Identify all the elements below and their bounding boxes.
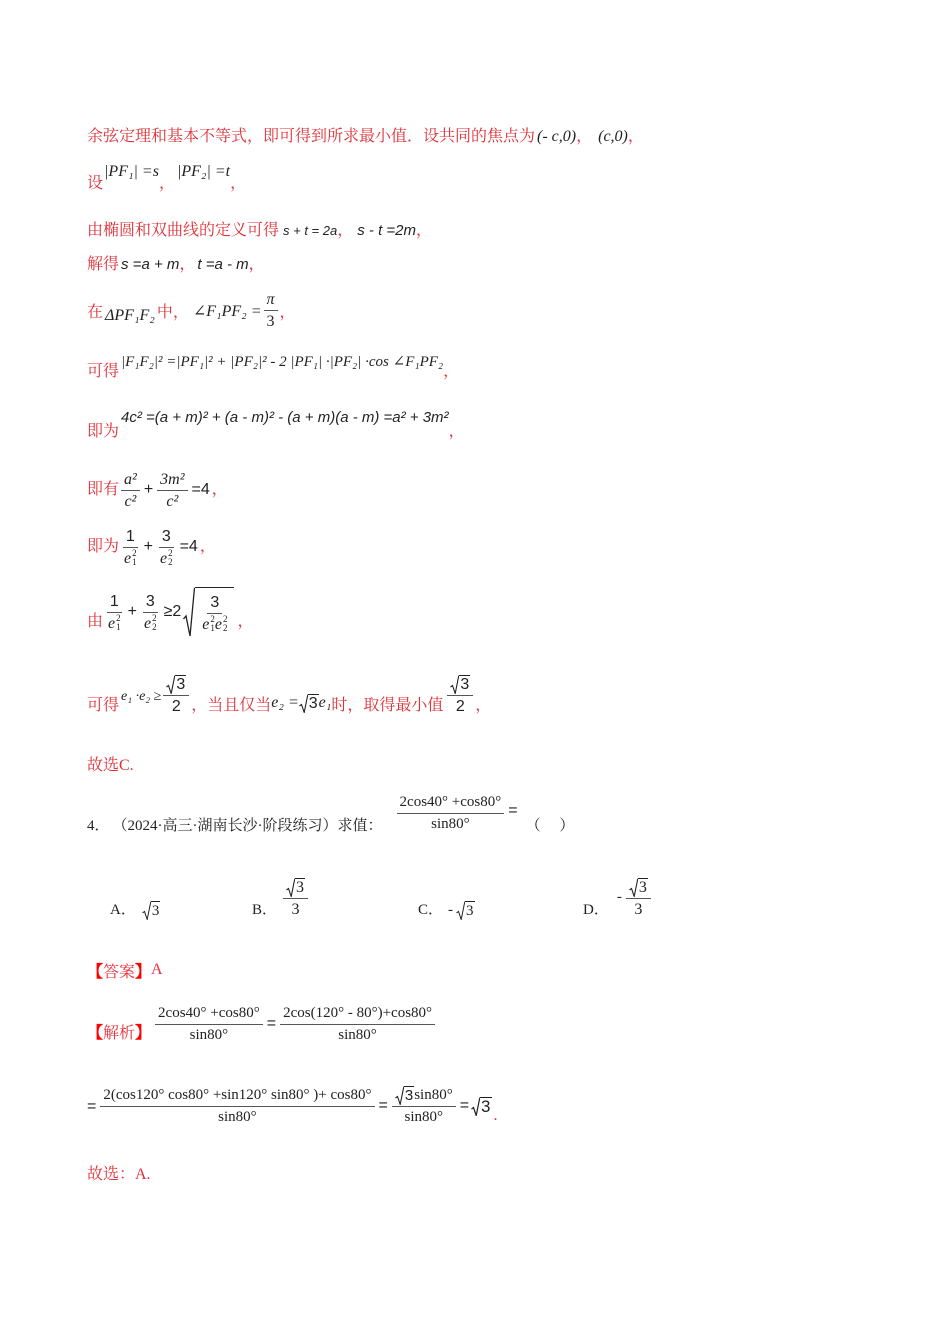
option-label: D． (583, 902, 609, 918)
fraction-denominator: c² (124, 492, 137, 510)
negative-sign: - (448, 902, 454, 918)
analysis-bracket-close: 】 (135, 1024, 152, 1042)
eccentricity-term (202, 615, 215, 634)
fraction-numerator: 2cos(120° - 80°)+cos80° (280, 1004, 435, 1025)
term-subscript: 2 (152, 622, 157, 632)
answer-value: A (151, 961, 163, 978)
fraction (121, 470, 140, 511)
solution-line-7 (87, 406, 465, 440)
punctuation: ， (279, 304, 296, 321)
fraction-sqrt3-over-2 (447, 675, 473, 716)
math-expression: |PF₁| =s (104, 163, 159, 180)
fraction-numerator: 1 (123, 527, 138, 548)
option-a (110, 877, 160, 919)
term-base: e (143, 614, 152, 632)
fraction-numerator: 3 (143, 592, 158, 613)
solution-text: 可得 (87, 363, 120, 380)
fraction-denominator: sin80° (431, 815, 470, 832)
solution-line-9 (87, 526, 216, 568)
fraction (283, 878, 308, 919)
solution-text: 设 (87, 175, 104, 192)
plus-operator: + (127, 603, 137, 620)
answer-line (87, 958, 163, 982)
solution-line-11 (87, 675, 491, 715)
answer-bracket-close: 】 (135, 963, 152, 981)
angle-expression: ∠F₁PF₂ = (192, 303, 262, 320)
punctuation: ， (211, 481, 228, 498)
solution-text: 解得 (87, 256, 120, 273)
solution-line-4 (87, 253, 265, 277)
equation-rhs: =4 (179, 538, 198, 555)
radicand: 3 (481, 1096, 491, 1116)
fraction (121, 527, 140, 568)
triangle-expression: ΔPF₁F₂ (105, 307, 155, 324)
term-scripts (223, 615, 228, 633)
solution-line-10 (87, 587, 254, 637)
equality-condition (271, 693, 331, 713)
radicand: 3 (176, 675, 186, 693)
punctuation: ， (475, 697, 492, 714)
radicand (195, 587, 234, 637)
math-expression: s + t = 2a (283, 223, 338, 238)
square-root (142, 901, 161, 920)
condition-rhs-term: e₁ (318, 694, 332, 711)
fraction (626, 878, 651, 919)
fraction-denominator (105, 613, 124, 633)
numerator-trig: sin80° (414, 1086, 453, 1103)
math-focus-left: (- c,0) (537, 128, 577, 145)
term-superscript: 2 (116, 613, 121, 623)
punctuation: ， (199, 538, 216, 555)
term-base: e (214, 615, 222, 633)
punctuation: ， (576, 128, 593, 145)
equals-sign: = (378, 1097, 388, 1114)
radical-sign-icon (286, 878, 295, 897)
solution-text: 即为 (87, 538, 120, 555)
fraction-denominator: 3 (634, 900, 643, 918)
simplified-expression (392, 1086, 456, 1127)
radical-sign-icon (166, 675, 175, 694)
eccentricity-term (215, 615, 228, 634)
square-root (629, 878, 648, 897)
radical-sign-icon (299, 694, 308, 713)
fraction-pi-over-3 (264, 290, 278, 331)
punctuation: ， (416, 222, 433, 239)
fraction-numerator: 2cos40° +cos80° (155, 1004, 263, 1025)
solution-line-12 (87, 754, 134, 778)
expression-rhs (280, 1004, 435, 1045)
equation-rhs: =4 (191, 481, 210, 498)
term-subscript: 2 (222, 623, 228, 633)
fraction-numerator: 1 (107, 592, 122, 613)
square-root (450, 675, 470, 694)
analysis-conclusion (87, 1163, 151, 1187)
analysis-line-2 (87, 1084, 498, 1128)
term-superscript: 2 (222, 614, 228, 624)
math-expression: 4c² =(a + m)² + (a - m)² - (a + m)(a - m) =a² + 3m² (121, 409, 449, 426)
solution-text: 中， (156, 304, 189, 321)
solution-text: ，当且仅当 (191, 697, 272, 714)
plus-operator: + (143, 481, 154, 498)
option-d (583, 877, 653, 919)
fraction (157, 527, 176, 568)
solution-text: 即为 (87, 423, 120, 440)
eccentricity-term (160, 549, 173, 568)
solution-text: 可得 (87, 697, 120, 714)
equals-sign: = (508, 802, 518, 819)
expanded-expression (100, 1086, 374, 1127)
math-expression: s - t =2m (357, 222, 416, 239)
fraction-numerator: 3 (159, 527, 174, 548)
expression-lhs (155, 1004, 263, 1045)
radical-sign-icon (183, 587, 195, 637)
fraction-denominator: sin80° (189, 1026, 229, 1043)
square-root (286, 878, 305, 897)
radicand: 3 (638, 878, 647, 896)
term-superscript: 2 (168, 548, 173, 558)
radical-sign-icon (456, 901, 465, 920)
equals-sign: = (266, 1015, 277, 1032)
analysis-tag: 解析 (103, 1024, 136, 1042)
fraction (157, 470, 187, 511)
radical-sign-icon (142, 901, 151, 920)
math-expression: |PF₂| =t (176, 163, 231, 180)
inequality-relation: ≥2 (163, 603, 182, 620)
solution-text: 余弦定理和基本不等式，即可得到所求最小值．设共同的焦点为 (87, 128, 536, 145)
math-focus-right: (c,0) (598, 128, 628, 145)
equals-sign: = (459, 1097, 470, 1114)
fraction (199, 593, 230, 634)
solution-text: 由椭圆和双曲线的定义可得 (87, 222, 280, 239)
fraction-denominator (157, 548, 176, 568)
term-subscript: 1 (210, 623, 215, 633)
conclusion-text: 故选：A. (87, 1166, 151, 1183)
fraction-denominator (141, 613, 160, 633)
fraction-denominator: sin80° (338, 1026, 377, 1043)
question-number: 4． (87, 818, 110, 834)
term-scripts (168, 549, 173, 567)
option-label: C． (418, 902, 444, 918)
math-expression: t =a - m (197, 256, 249, 273)
fraction-numerator: a² (121, 470, 140, 491)
solution-line-8 (87, 469, 228, 511)
radicand: 3 (460, 675, 470, 693)
analysis-bracket-open: 【 (87, 1024, 104, 1042)
fraction-denominator: 2 (455, 697, 465, 715)
term-subscript: 1 (116, 622, 121, 632)
fraction-numerator (163, 675, 189, 696)
eccentricity-term (124, 549, 137, 568)
answer-bracket-open: 【 (87, 963, 104, 981)
fraction-denominator: 3 (266, 312, 275, 330)
punctuation: ， (627, 128, 644, 145)
term-subscript: 1 (132, 557, 137, 567)
punctuation: ， (337, 222, 354, 239)
math-expression: s =a + m (121, 256, 180, 273)
term-base: e (108, 614, 116, 632)
condition-lhs: e₂ = (271, 694, 299, 711)
fraction-sqrt3-over-2 (163, 675, 189, 716)
solution-line-2 (87, 160, 247, 192)
negative-sign: - (616, 889, 622, 905)
plus-operator: + (143, 538, 153, 555)
eccentricity-term (144, 614, 157, 633)
fraction (105, 592, 124, 633)
answer-tag: 答案 (103, 963, 136, 981)
fraction-denominator: 3 (291, 900, 300, 918)
fraction-numerator: 2(cos120° cos80° +sin120° sin80° )+ cos80° (100, 1086, 374, 1107)
fraction-denominator: sin80° (404, 1108, 444, 1125)
punctuation: ， (237, 613, 254, 630)
option-b (252, 877, 310, 919)
law-of-cosines-expression: |F₁F₂|² =|PF₁|² + |PF₂|² - 2 |PF₁| ·|PF₂| ·cos ∠F₁PF₂ (121, 354, 444, 370)
solution-line-6 (87, 350, 460, 380)
term-superscript: 2 (210, 614, 215, 624)
fraction-numerator: 3 (207, 593, 222, 614)
result-square-root (471, 1097, 491, 1116)
fraction-numerator (626, 878, 651, 899)
solution-text: 在 (87, 304, 104, 321)
radicand: 3 (404, 1086, 414, 1104)
term-base: e (202, 615, 210, 633)
term-superscript: 2 (152, 613, 157, 623)
fraction-denominator (199, 614, 230, 634)
radical-sign-icon (395, 1086, 404, 1105)
solution-conclusion: 故选C. (87, 757, 134, 774)
option-c (418, 877, 475, 919)
radicand: 3 (296, 878, 305, 896)
solution-text: 时，取得最小值 (331, 697, 444, 714)
square-root (183, 587, 234, 637)
term-base: e (124, 549, 132, 567)
square-root (456, 901, 475, 920)
punctuation: ， (448, 423, 465, 440)
term-subscript: 2 (168, 557, 173, 567)
answer-blank: （ ） (525, 818, 575, 834)
solution-text: 由 (87, 613, 104, 630)
fraction (141, 592, 160, 633)
fraction-numerator: π (264, 290, 278, 311)
punctuation: ， (248, 256, 265, 273)
fraction-denominator: sin80° (218, 1108, 257, 1125)
radical-sign-icon (450, 675, 459, 694)
fraction-numerator (283, 878, 308, 899)
fraction-numerator (447, 675, 473, 696)
term-base: e (159, 549, 168, 567)
radicand: 3 (151, 902, 160, 919)
solution-line-1 (87, 125, 644, 149)
fraction-denominator: 2 (171, 697, 181, 715)
option-label: A． (110, 902, 136, 918)
term-scripts (116, 614, 121, 632)
term-scripts (152, 614, 157, 632)
fraction-denominator: c² (166, 492, 179, 510)
period: . (493, 1107, 498, 1124)
fraction-numerator: 2cos40° +cos80° (397, 793, 505, 814)
radical-sign-icon (471, 1097, 480, 1116)
radical-sign-icon (629, 878, 638, 897)
option-label: B． (252, 902, 278, 918)
solution-line-5 (87, 290, 296, 330)
fraction-denominator (121, 548, 140, 568)
question-4 (87, 792, 574, 834)
question-prompt: 求值： (337, 818, 383, 834)
equals-sign: = (87, 1098, 97, 1115)
analysis-line-1 (87, 1003, 437, 1045)
solution-text: 即有 (87, 481, 120, 498)
square-root (299, 694, 319, 713)
solution-line-3 (87, 219, 432, 243)
eccentricity-term (108, 614, 121, 633)
radicand: 3 (308, 694, 318, 712)
question-source: （2024·高三·湖南长沙·阶段练习） (112, 818, 338, 834)
punctuation: ， (179, 256, 196, 273)
punctuation: ， (230, 175, 247, 192)
radicand: 3 (466, 902, 474, 919)
term-superscript: 2 (132, 548, 137, 558)
math-expression: e₁ ·e₂ ≥ (121, 689, 162, 704)
question-expression (397, 793, 505, 834)
term-scripts (132, 549, 137, 567)
fraction-numerator: 3m² (157, 470, 187, 491)
square-root (395, 1086, 414, 1105)
punctuation: ， (443, 363, 460, 380)
square-root (166, 675, 186, 694)
punctuation: ， (158, 175, 175, 192)
fraction-numerator (392, 1086, 456, 1107)
